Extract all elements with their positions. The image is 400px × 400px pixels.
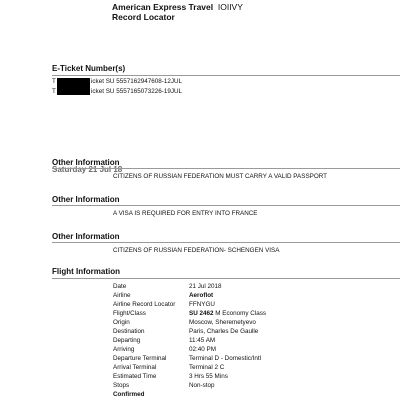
flight-label-origin: Origin — [113, 319, 130, 326]
flight-number: SU 2462 — [189, 310, 214, 317]
flight-label-airline: Airline — [113, 292, 131, 299]
redaction-box — [57, 78, 90, 95]
flight-value-record-locator: FFNYGU — [189, 301, 215, 308]
ticket-number: icket SU 5557162947608-12JUL — [91, 78, 183, 85]
flight-label-estimated-time: Estimated Time — [113, 373, 157, 380]
flight-value-destination: Paris, Charles De Gaulle — [189, 328, 259, 335]
ticket-number: icket SU 5557165073226-19JUL — [91, 88, 183, 95]
record-locator-label: Record Locator — [112, 12, 175, 22]
other-info-divider — [52, 242, 400, 243]
other-info-title: Other Information — [52, 158, 120, 167]
other-info-divider — [52, 205, 400, 206]
other-info-text: CITIZENS OF RUSSIAN FEDERATION- SCHENGEN VISA — [113, 247, 280, 254]
record-locator-code: IOIIVY — [217, 2, 243, 12]
flight-value-departure-terminal: Terminal D - Domestic/Intl — [189, 355, 262, 362]
agency-name: American Express Travel — [112, 2, 214, 12]
flight-value-stops: Non-stop — [189, 382, 215, 389]
eticket-divider — [52, 75, 400, 76]
flight-value-arriving: 02:40 PM — [189, 346, 216, 353]
other-info-text: A VISA IS REQUIRED FOR ENTRY INTO FRANCE — [113, 210, 258, 217]
flight-status: Confirmed — [113, 391, 145, 398]
fare-class: M Economy Class — [213, 310, 267, 317]
other-info-title: Other Information — [52, 195, 120, 204]
flight-label-arrival-terminal: Arrival Terminal — [113, 364, 157, 371]
flight-label-departing: Departing — [113, 337, 141, 344]
ticket-prefix: T — [52, 78, 56, 85]
flight-value-arrival-terminal: Terminal 2 C — [189, 364, 225, 371]
other-info-text: CITIZENS OF RUSSIAN FEDERATION MUST CARRY A VALID PASSPORT — [113, 173, 328, 180]
flight-label-arriving: Arriving — [113, 346, 135, 353]
flight-info-title: Flight Information — [52, 267, 120, 276]
segment-date-heading: Saturday 21 Jul 18 — [52, 165, 123, 174]
flight-info-divider — [52, 278, 400, 279]
flight-value-class — [189, 310, 266, 318]
agency-title — [112, 2, 243, 12]
ticket-prefix: T — [52, 88, 56, 95]
flight-label-departure-terminal: Departure Terminal — [113, 355, 167, 362]
flight-label-class: Flight/Class — [113, 310, 146, 317]
other-info-divider — [52, 168, 400, 169]
flight-value-date: 21 Jul 2018 — [189, 283, 222, 290]
flight-value-departing: 11:45 AM — [189, 337, 216, 344]
flight-value-origin: Moscow, Sheremetyevo — [189, 319, 256, 326]
flight-label-stops: Stops — [113, 382, 130, 389]
flight-value-estimated-time: 3 Hrs 55 Mins — [189, 373, 228, 380]
flight-value-airline: Aeroflot — [189, 292, 214, 299]
eticket-section-title: E-Ticket Number(s) — [52, 64, 126, 73]
flight-label-destination: Destination — [113, 328, 145, 335]
other-info-title: Other Information — [52, 232, 120, 241]
flight-label-date: Date — [113, 283, 127, 290]
flight-label-record-locator: Airline Record Locator — [113, 301, 176, 308]
